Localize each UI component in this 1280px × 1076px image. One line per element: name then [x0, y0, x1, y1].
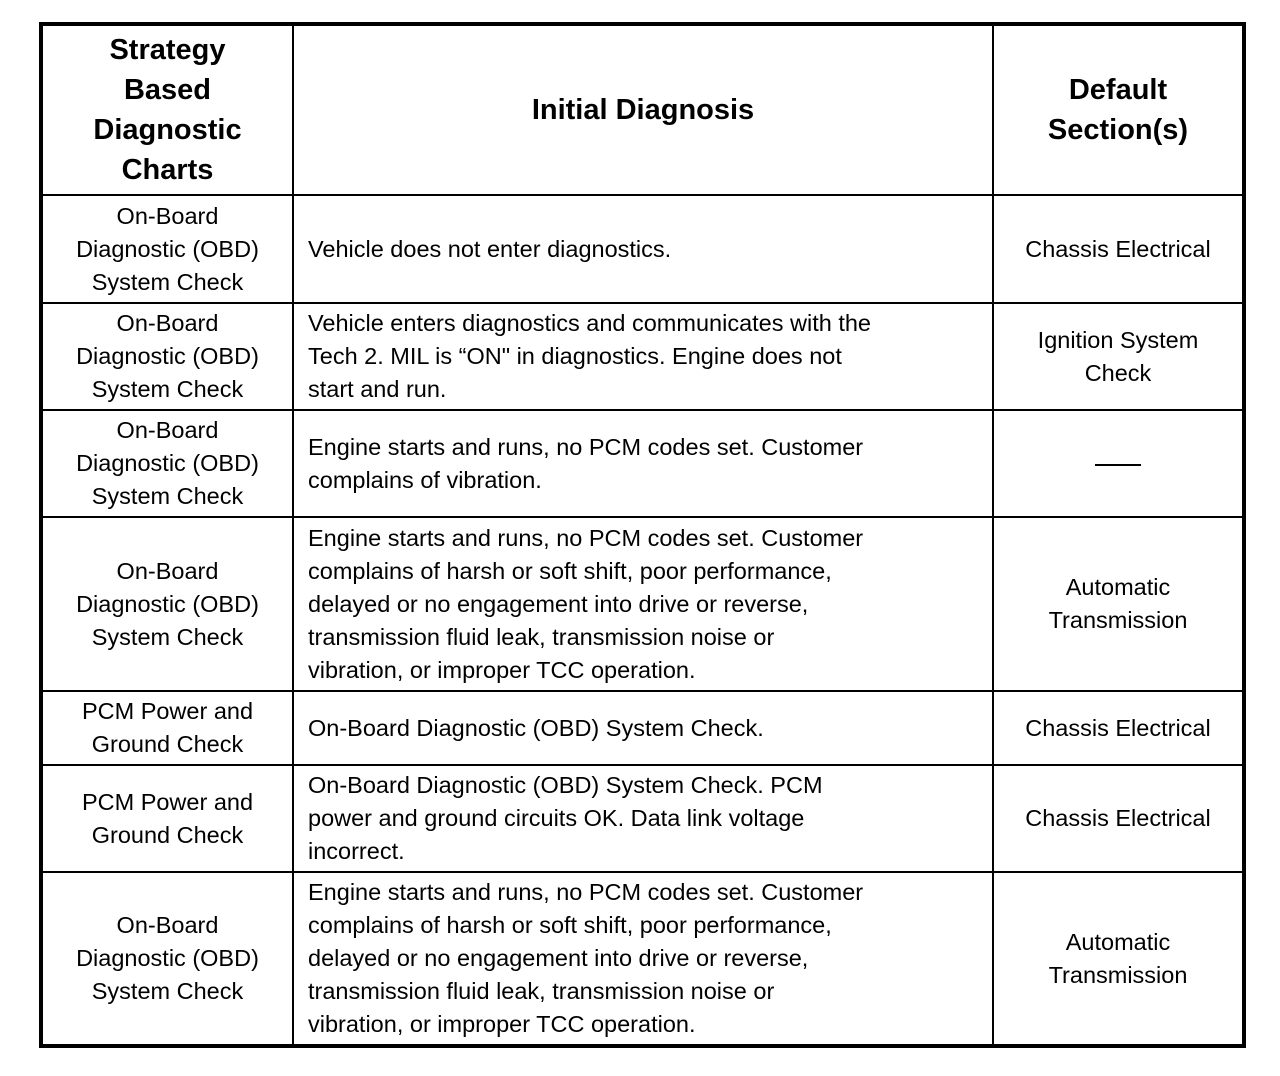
section-cell: Automatic Transmission [993, 517, 1244, 691]
chart-cell: PCM Power and Ground Check [41, 765, 293, 872]
diagnosis-cell: On-Board Diagnostic (OBD) System Check. [293, 691, 993, 765]
diagnosis-cell: On-Board Diagnostic (OBD) System Check. PCM power and ground circuits OK. Data link voltage incorrect. [293, 765, 993, 872]
table-row [41, 410, 1244, 517]
table-row [41, 517, 1244, 691]
chart-cell: PCM Power and Ground Check [41, 691, 293, 765]
section-cell [993, 410, 1244, 517]
header-strategy-charts: Strategy Based Diagnostic Charts [41, 24, 293, 195]
diagnostic-table [39, 22, 1246, 1048]
header-default-sections: Default Section(s) [993, 24, 1244, 195]
diagnosis-cell: Vehicle does not enter diagnostics. [293, 195, 993, 303]
section-cell: Automatic Transmission [993, 872, 1244, 1046]
table-row [41, 303, 1244, 410]
diagnosis-cell: Vehicle enters diagnostics and communicates with the Tech 2. MIL is “ON" in diagnostics. Engine does not start and run. [293, 303, 993, 410]
diagnosis-cell: Engine starts and runs, no PCM codes set. Customer complains of harsh or soft shift, poor performance, delayed or no engagement into drive or reverse, transmission fluid leak, transmission noise or vibration, or improper TCC operation. [293, 517, 993, 691]
chart-cell: On-Board Diagnostic (OBD) System Check [41, 410, 293, 517]
section-cell: Ignition System Check [993, 303, 1244, 410]
diagnosis-cell: Engine starts and runs, no PCM codes set. Customer complains of harsh or soft shift, poor performance, delayed or no engagement into drive or reverse, transmission fluid leak, transmission noise or vibration, or improper TCC operation. [293, 872, 993, 1046]
chart-cell: On-Board Diagnostic (OBD) System Check [41, 303, 293, 410]
header-initial-diagnosis: Initial Diagnosis [293, 24, 993, 195]
chart-cell: On-Board Diagnostic (OBD) System Check [41, 872, 293, 1046]
diagnosis-cell: Engine starts and runs, no PCM codes set. Customer complains of vibration. [293, 410, 993, 517]
table-row [41, 765, 1244, 872]
section-cell: Chassis Electrical [993, 765, 1244, 872]
empty-dash [1095, 464, 1141, 466]
chart-cell: On-Board Diagnostic (OBD) System Check [41, 195, 293, 303]
table-row [41, 195, 1244, 303]
chart-cell: On-Board Diagnostic (OBD) System Check [41, 517, 293, 691]
header-row [41, 24, 1244, 195]
section-cell: Chassis Electrical [993, 691, 1244, 765]
section-cell: Chassis Electrical [993, 195, 1244, 303]
table-row [41, 872, 1244, 1046]
table-row [41, 691, 1244, 765]
